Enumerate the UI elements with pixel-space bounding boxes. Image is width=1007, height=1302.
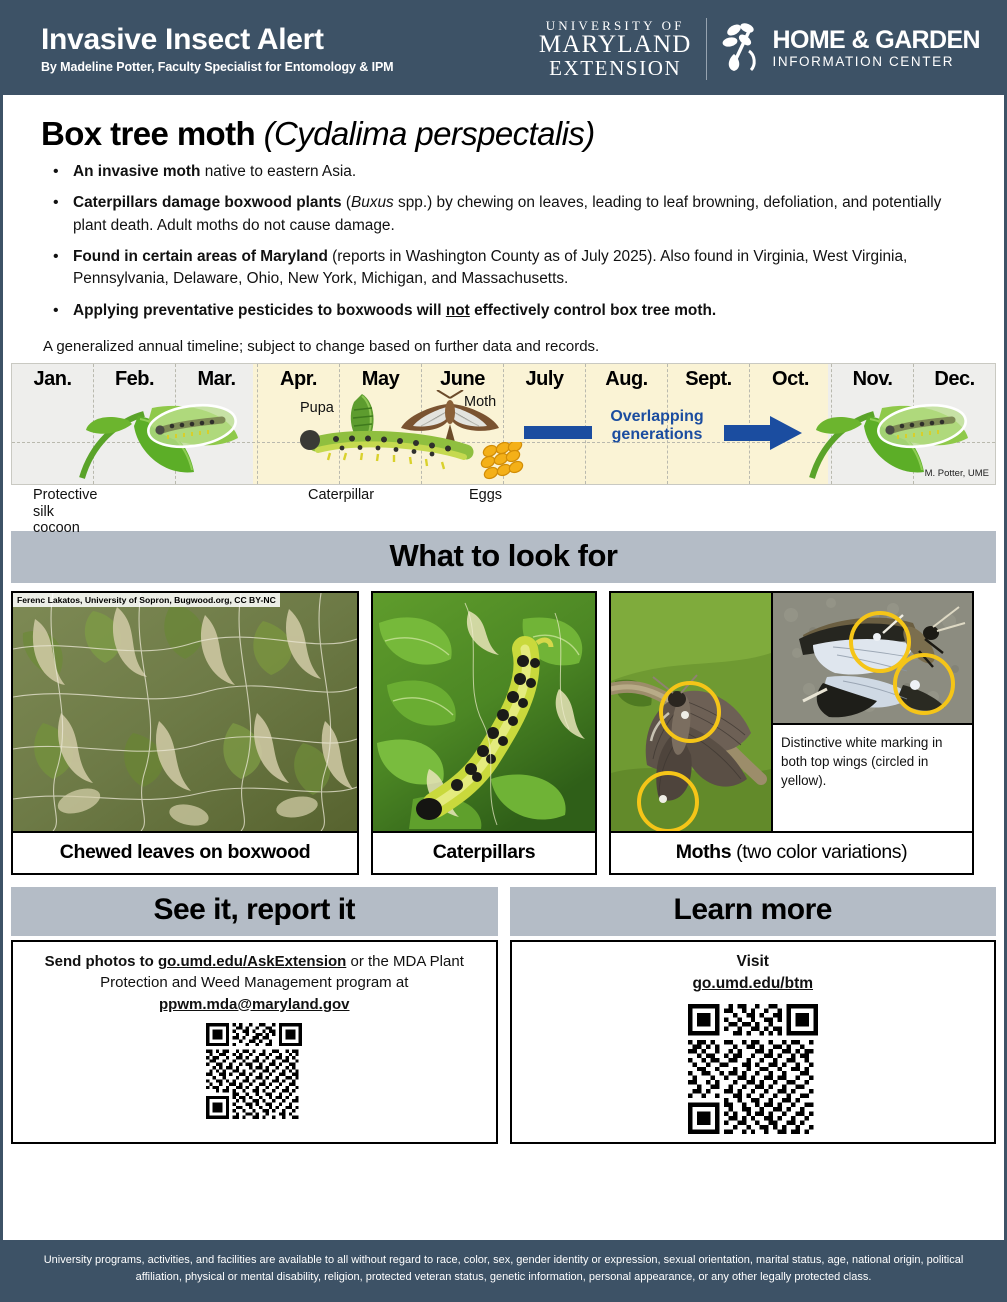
author-byline: By Madeline Potter, Faculty Specialist for Entomology & IPM	[41, 60, 394, 75]
hgic-line1: HOME & GARDEN	[772, 25, 980, 54]
dark-moth-photo	[611, 593, 771, 831]
bottom-panel-row	[11, 887, 996, 1144]
bullet-1-rest: native to eastern Asia.	[200, 163, 357, 180]
month-label: Sept.	[685, 367, 732, 390]
eggs-illustration	[478, 442, 526, 485]
list-item	[69, 246, 978, 291]
lifecycle-timeline	[11, 363, 996, 485]
report-lead: Send photos to	[44, 952, 158, 970]
report-instructions	[23, 951, 486, 1015]
ppwm-email-link[interactable]: ppwm.mda@maryland.gov	[159, 995, 350, 1013]
caterpillars-caption	[373, 831, 595, 873]
learn-more-qr-code[interactable]	[688, 1004, 818, 1134]
moths-caption	[611, 831, 972, 873]
learn-more-banner: Learn more	[510, 887, 997, 936]
report-panel	[11, 887, 498, 1144]
overlapping-generations-label	[592, 408, 722, 445]
hgic-text-block	[772, 25, 980, 71]
chewed-leaves-credit: Ferenc Lakatos, University of Sopron, Bugwood.org, CC BY-NC	[13, 593, 280, 607]
chewed-leaves-photo	[13, 593, 357, 831]
list-item	[69, 192, 978, 237]
overlap-line2: generations	[611, 426, 703, 444]
month-label: Jan.	[33, 367, 72, 390]
species-scientific-name: (Cydalima perspectalis)	[263, 115, 595, 152]
eggs-label: Eggs	[469, 486, 503, 503]
highlight-circle-top-wing	[659, 681, 721, 743]
month-label: Feb.	[114, 367, 155, 390]
fact-list	[47, 161, 978, 322]
bullet-2-lead: Caterpillars damage boxwood plants	[73, 194, 342, 212]
hgic-logo	[721, 21, 980, 78]
month-label: Apr.	[280, 367, 317, 390]
bullet-2-genus: Buxus	[350, 194, 394, 212]
overlap-arrow-head	[724, 416, 802, 455]
chewed-leaves-caption	[13, 831, 357, 873]
page-footer	[3, 1240, 1004, 1299]
list-item	[69, 300, 978, 322]
page-title: Invasive Insect Alert	[41, 22, 324, 56]
umd-extension-logo	[539, 19, 692, 79]
header-logos	[539, 18, 980, 80]
nondiscrimination-disclaimer: University programs, activities, and facilities are available to all without regard to race, color, sex, gender identity or expression, sexual orientation, marital status, age, national origin, political affiliation, physical or mental disability, religion, protected veteran status, genetic information, personal appearance, or any other legally protected class.	[43, 1254, 964, 1283]
moth-label: Moth	[464, 393, 497, 410]
photo-card-caterpillars	[371, 591, 597, 875]
overlap-line1: Overlapping	[610, 407, 704, 425]
month-label: July	[525, 367, 564, 390]
white-moth-photo	[771, 593, 972, 723]
plant-trowel-icon	[721, 21, 765, 78]
umd-logo-line1: UNIVERSITY OF	[545, 17, 685, 33]
header-title-block	[41, 24, 394, 75]
bullet-3-rest: (reports in Washington County as of July 2025). Also found in Virginia, West Virginia, Pennsylvania, Delaware, Ohio, New York, Michigan, and Massachusetts.	[73, 247, 908, 288]
btm-link[interactable]: go.umd.edu/btm	[692, 975, 814, 993]
caterpillars-caption-bold: Caterpillars	[432, 840, 536, 863]
pupa-label: Pupa	[300, 399, 334, 416]
month-label: June	[440, 367, 485, 390]
month-label: Oct.	[772, 367, 809, 390]
silk-cocoon-illustration	[72, 386, 247, 485]
umd-logo-line3: EXTENSION	[549, 55, 682, 80]
photo-card-moths	[609, 591, 974, 875]
month-label: Mar.	[197, 367, 236, 390]
report-mid: or the MDA Plant Protection and Weed Management program at	[100, 952, 464, 992]
report-banner: See it, report it	[11, 887, 498, 936]
moths-caption-bold: Moths	[675, 840, 732, 863]
caterpillars-photo	[373, 593, 595, 831]
list-item	[69, 161, 978, 183]
hgic-line2: INFORMATION CENTER	[772, 53, 955, 69]
bullet-1-lead: An invasive moth	[73, 163, 201, 180]
ask-extension-link[interactable]: go.umd.edu/AskExtension	[157, 952, 347, 970]
logo-divider	[706, 18, 707, 80]
learn-more-panel	[510, 887, 997, 1144]
bullet-4-lead-b: effectively control box tree moth.	[469, 301, 717, 319]
moth-marking-note: Distinctive white marking in both top wings (circled in yellow).	[771, 723, 972, 831]
look-for-section	[11, 531, 996, 875]
photo-card-chewed-leaves	[11, 591, 359, 875]
caterpillar-label: Caterpillar	[308, 486, 375, 503]
main-content	[3, 95, 1004, 355]
umd-logo-line2: MARYLAND	[538, 31, 692, 59]
bullet-4-underline: not	[445, 301, 470, 319]
cocoon-label-line2: silk cocoon	[33, 503, 80, 537]
moths-photo-group	[611, 593, 972, 831]
bullet-4-lead-a: Applying preventative pesticides to boxwoods will	[73, 301, 446, 319]
species-common-name: Box tree moth	[41, 115, 256, 152]
bullet-2-paren-open: (	[341, 194, 351, 212]
caterpillar-illustration	[294, 426, 484, 477]
photo-card-row	[11, 591, 996, 875]
bullet-2-rest: by chewing on leaves, leading to leaf browning, defoliation, and potentially plant death. Adult moths do not cause damage.	[73, 194, 942, 234]
page-header	[3, 3, 1004, 95]
chewed-leaves-caption-bold: Chewed leaves on boxwood	[59, 840, 311, 863]
timeline-photo-credit: M. Potter, UME	[924, 467, 989, 479]
highlight-circle-lower-wing	[637, 771, 699, 831]
species-heading	[41, 115, 978, 153]
timeline-intro-text: A generalized annual timeline; subject to change based on further data and records.	[43, 337, 600, 355]
month-label: May	[361, 367, 400, 390]
timeline-caption-row	[11, 485, 996, 537]
look-for-banner: What to look for	[11, 531, 996, 583]
learn-more-body	[510, 940, 997, 1144]
month-label: Nov.	[852, 367, 893, 390]
cocoon-label-line1: Protective	[33, 486, 98, 503]
visit-label: Visit	[736, 952, 769, 970]
white-moth-column	[771, 593, 972, 831]
overlap-arrow-left-bar	[524, 422, 592, 445]
report-qr-code[interactable]	[206, 1023, 302, 1119]
moths-caption-rest: (two color variations)	[731, 840, 908, 863]
bullet-3-lead: Found in certain areas of Maryland	[73, 247, 328, 265]
highlight-circle-white-moth-lower	[893, 653, 955, 715]
month-label: Aug.	[605, 367, 648, 390]
bullet-2-paren-rest: spp.)	[393, 194, 433, 212]
month-label: Dec.	[934, 367, 975, 390]
report-body	[11, 940, 498, 1144]
